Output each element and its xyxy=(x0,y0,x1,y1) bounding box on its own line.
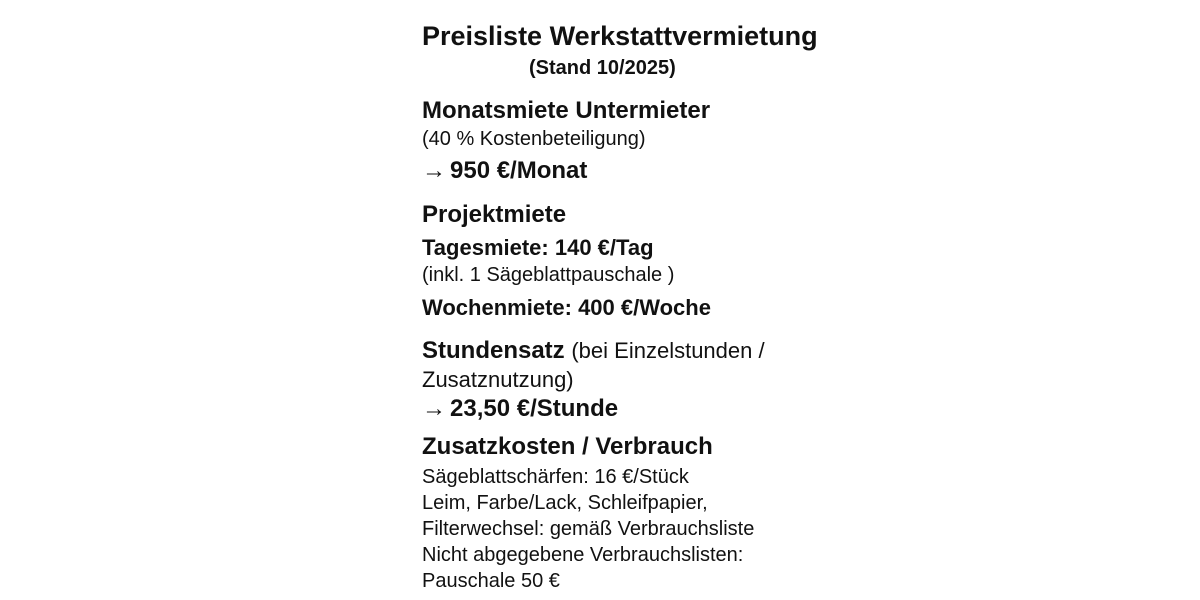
hourly-price: 23,50 €/Stunde xyxy=(450,395,619,422)
section-heading-project: Projektmiete xyxy=(422,201,567,228)
document-title: Preisliste Werkstattvermietung xyxy=(422,21,818,51)
hourly-heading-note: (bei Einzelstunden / xyxy=(571,338,765,363)
extras-line: Nicht abgegebene Verbrauchslisten: xyxy=(422,544,744,566)
section-hourly xyxy=(422,336,842,424)
section-extras xyxy=(422,432,842,594)
extras-line: Leim, Farbe/Lack, Schleifpapier, xyxy=(422,492,708,514)
extras-line: Filterwechsel: gemäß Verbrauchsliste xyxy=(422,518,755,540)
extras-line: Pauschale 50 € xyxy=(422,570,560,592)
hourly-price-line xyxy=(422,394,842,424)
section-heading-hourly: Stundensatz xyxy=(422,337,565,364)
extras-line: Sägeblattschärfen: 16 €/Stück xyxy=(422,466,689,488)
arrow-right-icon: → xyxy=(422,395,446,422)
arrow-right-icon: → xyxy=(422,157,446,184)
section-project xyxy=(422,200,842,322)
daily-rate: Tagesmiete: 140 €/Tag xyxy=(422,235,654,260)
price-list-document xyxy=(422,18,842,594)
monthly-price-line xyxy=(422,156,842,186)
section-heading-extras: Zusatzkosten / Verbrauch xyxy=(422,433,713,460)
section-heading-monthly: Monatsmiete Untermieter xyxy=(422,97,711,124)
weekly-rate: Wochenmiete: 400 €/Woche xyxy=(422,295,711,320)
monthly-note: (40 % Kostenbeteiligung) xyxy=(422,128,646,150)
monthly-price: 950 €/Monat xyxy=(450,157,588,184)
daily-rate-note: (inkl. 1 Sägeblattpauschale ) xyxy=(422,264,675,286)
hourly-heading-note-cont: Zusatznutzung) xyxy=(422,367,574,392)
document-subtitle: (Stand 10/2025) xyxy=(529,57,676,79)
section-monthly xyxy=(422,96,842,186)
section-heading-hourly-line xyxy=(422,336,842,366)
